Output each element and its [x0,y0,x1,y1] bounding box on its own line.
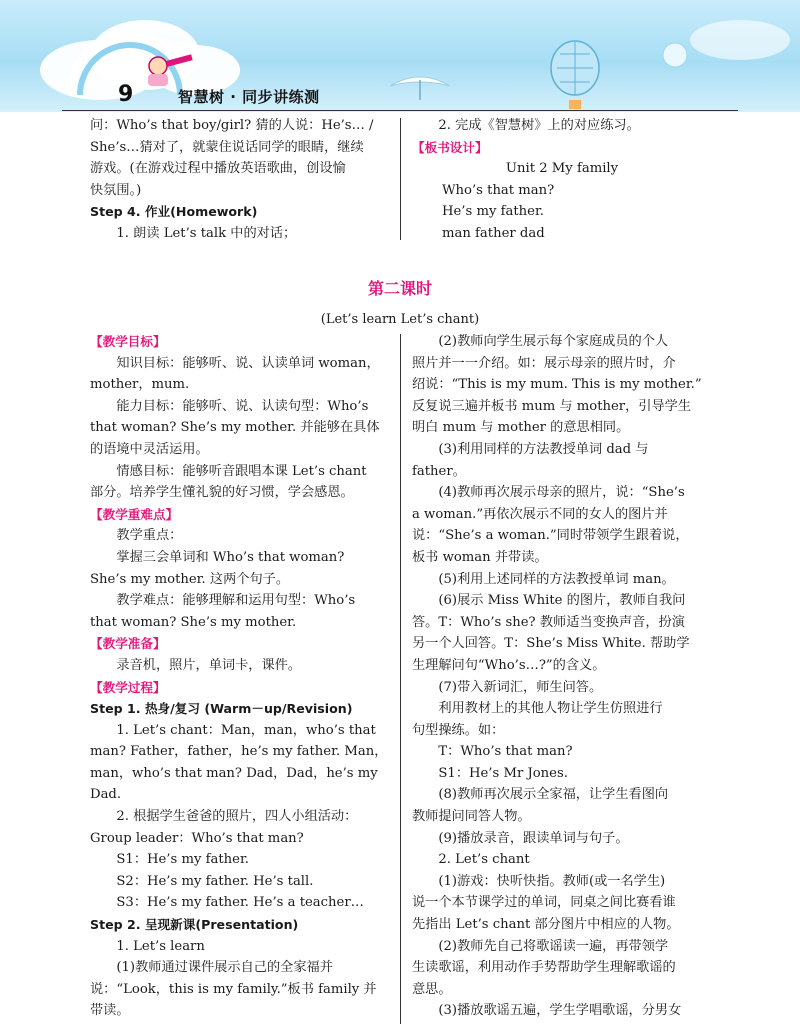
text-line: 快氛围。) [90,182,142,198]
text-line: 板书 woman 并带读。 [412,549,548,565]
board-line: He’s my father. [442,204,544,220]
text-line: that woman? She’s my mother. [90,614,297,630]
text-line: Dad. [90,787,122,803]
book-title: 智慧树 · 同步讲练测 [178,88,320,106]
text-line: 教师提问同答人物。 [412,809,531,825]
text-line: She’s…猜对了，就蒙住说话同学的眼睛，继续 [90,139,364,155]
text-line: (3)利用同样的方法教授单词 dad 与 [438,441,649,457]
text-line: 1. Let’s chant：Man，man，who’s that [116,722,376,738]
text-line: 反复说三遍并板书 mum 与 mother，引导学生 [412,398,692,414]
text-line: 说一个本节课学过的单词，同桌之间比赛看谁 [412,895,676,911]
text-line: 1. 朗读 Let’s talk 中的对话； [116,225,297,241]
text-line: (7)带入新词汇，师生问答。 [438,679,603,695]
text-line: man，who’s that man? Dad，Dad，he’s my [90,765,378,781]
text-line: 情感目标：能够听音跟唱本课 Let’s chant [116,463,367,479]
text-line: 的语境中灵活运用。 [90,441,209,457]
text-line: (9)播放录音，跟读单词与句子。 [438,830,629,846]
board-title: Unit 2 My family [505,161,619,177]
text-line: T：Who’s that man? [438,744,573,760]
text-line: 录音机，照片，单词卡，课件。 [116,657,302,673]
step-heading: Step 2. 呈现新课(Presentation) [90,917,299,933]
step-heading: Step 1. 热身/复习 (Warm－up/Revision) [90,701,353,717]
text-line: 部分。培养学生懂礼貌的好习惯，学会感恩。 [90,485,354,501]
text-line: 2. 根据学生爸爸的照片，四人小组活动： [116,809,358,825]
column-divider [400,118,401,240]
text-line: 知识目标：能够听、说、认读单词 woman， [116,355,380,371]
text-line: 游戏。(在游戏过程中播放英语歌曲，创设愉 [90,161,346,177]
step-heading: Step 4. 作业(Homework) [90,204,258,220]
text-line: 利用教材上的其他人物让学生仿照进行 [438,701,663,717]
page-header-banner [0,0,800,112]
text-line: 教学重点： [116,528,183,544]
text-line: 说：“Look，this is my family.”板书 family 并 [90,981,377,997]
text-line: 生读歌谣，利用动作手势帮助学生理解歌谣的 [412,960,676,976]
text-line: S2：He’s my father. He’s tall. [116,873,314,889]
text-line: 带读。 [90,1003,130,1019]
board-line: Who’s that man? [442,182,555,198]
text-line: (4)教师再次展示母亲的照片，说：“She’s [438,485,685,501]
section-tag: 【教学准备】 [90,636,166,652]
text-line: 生理解问句“Who’s…?”的含义。 [412,657,606,673]
text-line: 问：Who’s that boy/girl? 猜的人说：He’s… / [90,118,374,133]
column-divider [400,334,401,1024]
sun-icon [660,40,690,70]
text-line: man? Father，father，he’s my father. Man， [90,744,388,760]
text-line: 明白 mum 与 mother 的意思相同。 [412,420,630,436]
text-line: 说：“She’s a woman.”同时带领学生跟着说， [412,528,689,544]
text-line: father。 [412,463,466,479]
text-line: (2)教师先自己将歌谣读一遍，再带领学 [438,938,669,954]
text-line: S1：He’s my father. [116,852,249,868]
text-line: (1)教师通过课件展示自己的全家福并 [116,960,333,976]
text-line: mother，mum. [90,377,190,393]
top-left-column [90,115,390,245]
text-line: 掌握三会单词和 Who’s that woman? [116,549,345,565]
text-line: 先指出 Let’s chant 部分图片中相应的人物。 [412,917,680,933]
page-number: 9 [118,82,134,107]
hot-air-balloon-icon [545,40,605,112]
text-line: (3)播放歌谣五遍，学生学唱歌谣，分男女 [438,1003,682,1019]
text-line: that woman? She’s my mother. 并能够在具体 [90,420,380,436]
text-line: (1)游戏：快听快指。教师(或一名学生) [438,873,666,889]
text-line: 2. 完成《智慧树》上的对应练习。 [438,118,640,133]
text-line: S1：He’s Mr Jones. [438,765,568,781]
top-right-column [412,115,712,245]
text-line: She’s my mother. 这两个句子。 [90,571,290,587]
text-line: 能力目标：能够听、说、认读句型：Who’s [116,398,369,414]
text-line: 句型操练。如： [412,722,505,738]
left-column [90,331,390,1022]
text-line: S3：He’s my father. He’s a teacher… [116,895,364,911]
text-line: 答。T：Who’s she? 教师适当变换声音，扮演 [412,614,685,630]
right-column [412,331,712,1022]
text-line: 1. Let’s learn [116,938,205,954]
section-tag: 【教学目标】 [90,334,166,349]
section-tag: 【板书设计】 [412,139,488,155]
text-line: 教学难点：能够理解和运用句型：Who’s [116,593,356,609]
text-line: Group leader：Who’s that man? [90,830,304,846]
text-line: 照片并一一介绍。如：展示母亲的照片时，介 [412,355,676,371]
text-line: (5)利用上述同样的方法教授单词 man。 [438,571,675,587]
text-line: a woman.”再依次展示不同的女人的图片并 [412,506,668,522]
text-line: (8)教师再次展示全家福，让学生看图向 [438,787,669,803]
text-line: 意思。 [412,981,452,997]
board-line: man father dad [442,225,545,241]
text-line: 另一个人回答。T：She’s Miss White. 帮助学 [412,636,690,652]
lesson-subtitle: (Let’s learn Let’s chant) [320,312,480,327]
hang-glider-icon [385,66,455,106]
text-line: 2. Let’s chant [438,852,530,868]
lesson-title: 第二课时 [367,279,432,298]
header-rule [62,110,738,111]
section-tag: 【教学过程】 [90,679,166,695]
text-line: (2)教师向学生展示每个家庭成员的个人 [438,334,669,349]
child-with-telescope-icon [140,52,200,88]
text-line: (6)展示 Miss White 的图片，教师自我问 [438,593,686,609]
section-tag: 【教学重难点】 [90,506,179,522]
text-line: 绍说：“This is my mum. This is my mother.” [412,377,702,393]
